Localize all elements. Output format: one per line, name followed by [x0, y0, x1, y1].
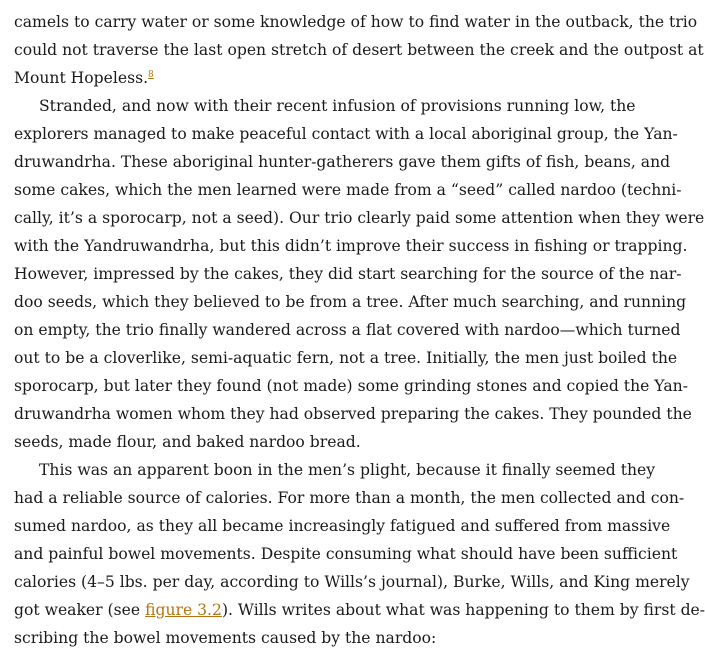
text-line — [14, 596, 705, 624]
text-line: cally, it’s a sporocarp, not a seed). Our trio clearly paid some attention when they were — [14, 209, 705, 227]
document-page — [14, 8, 705, 652]
text-line: This was an apparent boon in the men’s plight, because it finally seemed they — [39, 461, 656, 479]
figure-link[interactable]: figure 3.2 — [145, 601, 222, 619]
text-line: explorers managed to make peaceful contact with a local aboriginal group, the Yan- — [14, 125, 678, 143]
text-line: on empty, the trio finally wandered across a flat covered with nardoo—which turned — [14, 321, 681, 339]
footnote-link[interactable]: 8 — [148, 70, 154, 80]
text-line: calories (4–5 lbs. per day, according to Wills’s journal), Burke, Wills, and King merely — [14, 573, 690, 591]
text-line: seeds, made flour, and baked nardoo bread. — [14, 433, 361, 451]
text-line: druwandrha. These aboriginal hunter-gatherers gave them gifts of fish, beans, and — [14, 153, 671, 171]
paragraph — [14, 456, 705, 652]
text-line: camels to carry water or some knowledge of how to find water in the outback, the trio — [14, 13, 698, 31]
text-line: some cakes, which the men learned were made from a “seed” called nardoo (techni- — [14, 181, 682, 199]
text-line: with the Yandruwandrha, but this didn’t improve their success in fishing or trapping. — [14, 237, 688, 255]
text-line: and painful bowel movements. Despite consuming what should have been sufficient — [14, 545, 678, 563]
text-segment: Mount Hopeless. — [14, 69, 149, 87]
text-line: druwandrha women whom they had observed preparing the cakes. They pounded the — [14, 405, 692, 423]
text-line: Stranded, and now with their recent infusion of provisions running low, the — [39, 97, 636, 115]
text-line: scribing the bowel movements caused by the nardoo: — [14, 629, 437, 647]
text-line — [14, 64, 628, 92]
text-line: could not traverse the last open stretch of desert between the creek and the outpost at — [14, 41, 704, 59]
text-line: doo seeds, which they believed to be from a tree. After much searching, and running — [14, 293, 687, 311]
text-line: However, impressed by the cakes, they did start searching for the source of the nar- — [14, 265, 682, 283]
paragraph — [14, 8, 704, 92]
text-segment: ). Wills writes about what was happening to them by first de- — [221, 601, 705, 619]
text-line: sumed nardoo, as they all became increasingly fatigued and suffered from massive — [14, 517, 671, 535]
text-segment: got weaker (see — [14, 601, 146, 619]
text-line: had a reliable source of calories. For more than a month, the men collected and con- — [14, 489, 685, 507]
paragraph — [14, 92, 705, 456]
text-line: out to be a cloverlike, semi-aquatic fern, not a tree. Initially, the men just boiled the — [14, 349, 678, 367]
text-line: sporocarp, but later they found (not made) some grinding stones and copied the Yan- — [14, 377, 688, 395]
